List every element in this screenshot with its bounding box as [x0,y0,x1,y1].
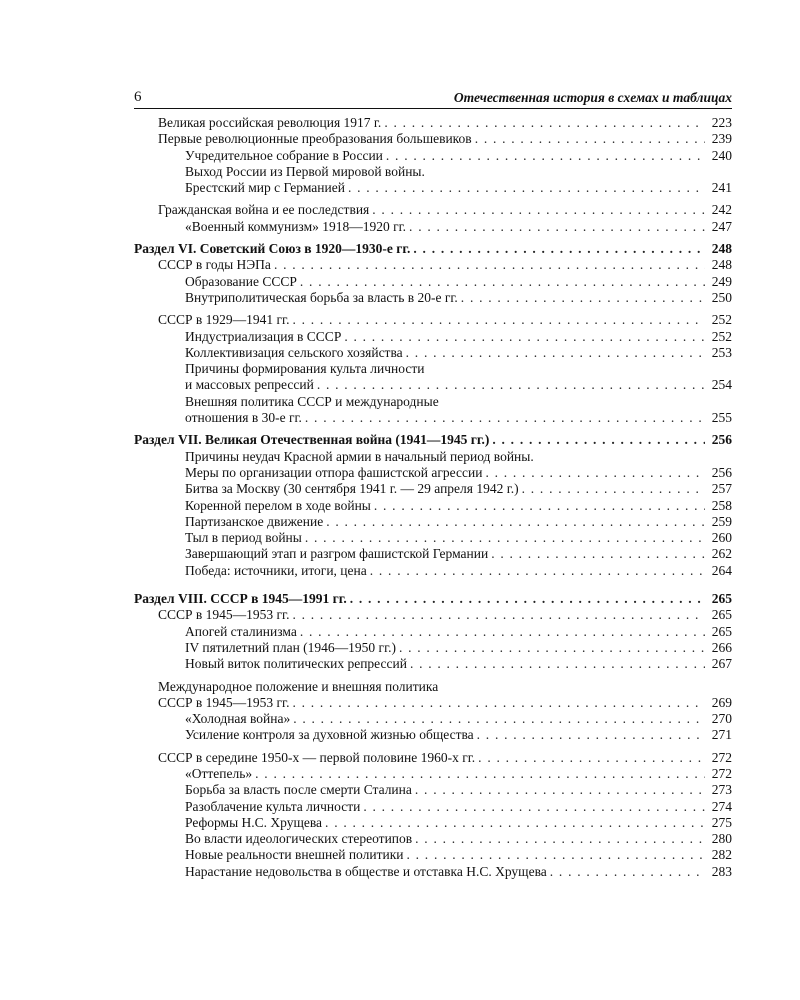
toc-entry-title: Реформы Н.С. Хрущева [185,814,323,830]
dot-leader [485,465,705,481]
toc-entry [134,782,732,798]
toc-page-number: 271 [711,727,732,743]
dot-leader [305,530,705,546]
toc-entry [134,695,732,711]
dot-leader [300,624,705,640]
toc-page-number: 248 [711,241,732,257]
toc-entry-title: Новый виток политических репрессий [185,656,407,672]
toc-entry-title: Гражданская война и ее последствия [158,202,370,218]
dot-leader [292,607,705,623]
page-number: 6 [134,89,142,105]
toc-entry [134,640,732,656]
toc-entry-title: Раздел VIII. СССР в 1945—1991 гг. [134,591,347,607]
toc-entry-title: Битва за Москву (30 сентября 1941 г. — 29 апреля 1942 г.) [185,481,519,497]
toc-entry [134,530,732,546]
toc-page-number: 262 [711,546,732,562]
running-title: Отечественная история в схемах и таблицах [453,90,732,105]
toc-page-number: 247 [711,218,732,234]
toc-section [134,432,732,448]
toc-entry-title: «Оттепель» [185,765,253,781]
toc-section [134,241,732,257]
toc-entry [134,727,732,743]
toc-page-number: 275 [711,814,732,830]
toc-page-number: 258 [711,497,732,513]
toc-entry [134,679,732,695]
dot-leader [410,656,705,672]
toc-page-number: 283 [711,863,732,879]
toc-entry-title: СССР в середине 1950-х — первой половине 1960-х гг. [158,749,476,765]
toc-entry-title: СССР в 1945—1953 гг. [158,607,290,623]
toc-page-number: 241 [711,180,732,196]
toc-entry [134,498,732,514]
toc-page-number: 280 [711,831,732,847]
toc-entry-title: Индустриализация в СССР [185,328,342,344]
toc-page-number: 256 [711,432,732,448]
toc-entry-title: Борьба за власть после смерти Сталина [185,782,412,798]
toc-entry-title: «Холодная война» [185,711,291,727]
toc-entry [134,164,732,180]
toc-entry-title: Завершающий этап и разгром фашистской Германии [185,546,489,562]
toc-entry-title: Образование СССР [185,273,297,289]
toc-entry [134,766,732,782]
toc-entry-title: Брестский мир с Германией [185,180,345,196]
dot-leader [477,727,705,743]
toc-entry-title: Раздел VII. Великая Отечественная война (1941—1945 гг.) [134,432,490,448]
toc-page-number: 252 [711,328,732,344]
dot-leader [461,290,705,306]
dot-leader [326,514,705,530]
toc-entry [134,180,732,196]
dot-leader [407,847,706,863]
toc-entry [134,410,732,426]
toc-entry [134,394,732,410]
dot-leader [317,377,705,393]
toc-entry [134,624,732,640]
toc-entry-title: «Военный коммунизм» 1918—1920 гг. [185,218,407,234]
toc-entry-title: Причины формирования культа личности [185,361,425,377]
toc-page-number: 266 [711,639,732,655]
toc-entry-title: Международное положение и внешняя политика [158,678,439,694]
toc-entry [134,290,732,306]
dot-leader [374,498,705,514]
toc-entry-title: IV пятилетний план (1946—1950 гг.) [185,639,396,655]
toc-entry [134,847,732,863]
dot-leader [300,274,705,290]
toc-page-number: 270 [711,711,732,727]
toc-entry [134,449,732,465]
toc-entry [134,815,732,831]
dot-leader [292,695,705,711]
dot-leader [274,257,705,273]
toc-entry-title: Меры по организации отпора фашистской агрессии [185,464,483,480]
toc-entry [134,711,732,727]
dot-leader [372,202,705,218]
table-of-contents [134,115,732,880]
dot-leader [491,546,705,562]
page [134,86,732,880]
toc-page-number: 254 [711,377,732,393]
dot-leader [384,115,705,131]
toc-entry-title: СССР в 1929—1941 гг. [158,312,290,328]
toc-entry [134,799,732,815]
toc-page-number: 267 [711,656,732,672]
toc-entry [134,864,732,880]
toc-entry [134,312,732,328]
toc-entry [134,131,732,147]
dot-leader [350,591,705,607]
toc-entry [134,274,732,290]
toc-page-number: 239 [711,131,732,147]
toc-entry [134,202,732,218]
toc-page-number: 272 [711,749,732,765]
toc-page-number: 265 [711,623,732,639]
toc-entry [134,329,732,345]
toc-page-number: 240 [711,147,732,163]
dot-leader [363,799,705,815]
dot-leader [305,410,705,426]
dot-leader [344,329,705,345]
toc-page-number: 273 [711,782,732,798]
toc-page-number: 265 [711,607,732,623]
dot-leader [492,432,705,448]
toc-entry-title: и массовых репрессий [185,377,314,393]
dot-leader [409,219,705,235]
toc-entry-title: Апогей сталинизма [185,623,297,639]
page-header [134,86,732,109]
toc-entry-title: Разоблачение культа личности [185,798,361,814]
toc-entry-title: отношения в 30-е гг. [185,410,302,426]
toc-entry-title: Первые революционные преобразования большевиков [158,131,472,147]
dot-leader [255,766,705,782]
toc-entry-title: Победа: источники, итоги, цена [185,562,367,578]
toc-entry-title: Раздел VI. Советский Союз в 1920—1930-е гг. [134,241,411,257]
dot-leader [413,241,705,257]
toc-entry [134,563,732,579]
dot-leader [370,563,705,579]
toc-entry [134,481,732,497]
dot-leader [399,640,705,656]
toc-entry [134,514,732,530]
toc-entry-title: Коренной перелом в ходе войны [185,497,371,513]
toc-page-number: 256 [711,464,732,480]
toc-section [134,591,732,607]
toc-entry-title: Тыл в период войны [185,530,302,546]
toc-entry-title: Внутриполитическая борьба за власть в 20-е гг. [185,289,458,305]
dot-leader [293,711,705,727]
toc-page-number: 260 [711,530,732,546]
toc-entry-title: Нарастание недовольства в обществе и отставка Н.С. Хрущева [185,863,547,879]
toc-page-number: 252 [711,312,732,328]
toc-page-number: 253 [711,344,732,360]
toc-entry [134,465,732,481]
dot-leader [406,345,705,361]
toc-page-number: 272 [711,765,732,781]
toc-page-number: 264 [711,562,732,578]
toc-page-number: 274 [711,798,732,814]
toc-entry [134,257,732,273]
toc-entry-title: СССР в 1945—1953 гг. [158,694,290,710]
toc-entry [134,148,732,164]
toc-page-number: 255 [711,410,732,426]
toc-entry-title: Усиление контроля за духовной жизнью общества [185,727,474,743]
dot-leader [522,481,705,497]
toc-entry [134,831,732,847]
toc-entry [134,377,732,393]
toc-entry [134,546,732,562]
dot-leader [415,831,705,847]
toc-entry [134,115,732,131]
toc-entry-title: Партизанское движение [185,513,324,529]
toc-page-number: 265 [711,591,732,607]
toc-entry-title: Внешняя политика СССР и международные [185,393,439,409]
toc-entry-title: СССР в годы НЭПа [158,257,271,273]
dot-leader [325,815,705,831]
dot-leader [475,131,705,147]
dot-leader [415,782,705,798]
toc-entry [134,750,732,766]
toc-page-number: 248 [711,257,732,273]
dot-leader [348,180,705,196]
toc-entry [134,219,732,235]
toc-page-number: 269 [711,694,732,710]
toc-page-number: 250 [711,289,732,305]
toc-entry-title: Во власти идеологических стереотипов [185,831,413,847]
toc-entry-title: Новые реальности внешней политики [185,847,404,863]
toc-entry [134,345,732,361]
toc-entry [134,607,732,623]
toc-entry-title: Учредительное собрание в России [185,147,383,163]
toc-entry-title: Коллективизация сельского хозяйства [185,344,403,360]
toc-entry-title: Великая российская революция 1917 г. [158,115,382,130]
toc-entry [134,656,732,672]
toc-page-number: 282 [711,847,732,863]
dot-leader [292,312,705,328]
toc-page-number: 249 [711,273,732,289]
toc-page-number: 259 [711,513,732,529]
toc-entry-title: Причины неудач Красной армии в начальный период войны. [185,448,534,464]
dot-leader [478,750,705,766]
toc-page-number: 242 [711,202,732,218]
toc-entry [134,361,732,377]
toc-page-number: 223 [711,115,732,130]
dot-leader [386,148,705,164]
toc-page-number: 257 [711,481,732,497]
dot-leader [550,864,705,880]
toc-entry-title: Выход России из Первой мировой войны. [185,163,425,179]
